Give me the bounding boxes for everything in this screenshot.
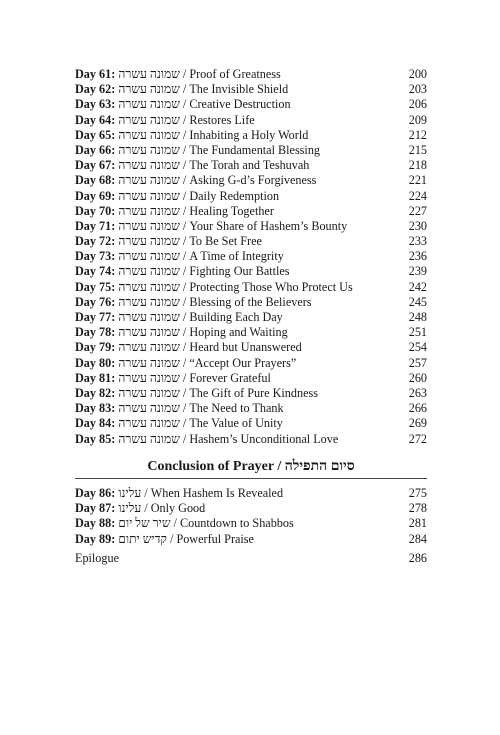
toc-entry-title: The Gift of Pure Kindness [189,385,318,400]
toc-entry-title: Asking G-d’s Forgiveness [189,173,317,188]
toc-entry-title: Forever Grateful [189,370,271,385]
toc-entry-day: Day 68: [75,173,116,188]
toc-entry-text: Day 72: שמונה עשרה / To Be Set Free [75,234,262,249]
toc-main-list [75,67,427,447]
toc-entry-hebrew: שמונה עשרה [118,249,180,264]
toc-entry-page-number: 212 [408,127,427,142]
toc-entry-title: Inhabiting a Holy World [189,127,309,142]
toc-entry-page-number: 203 [408,82,427,97]
toc-entry-day: Day 75: [75,279,116,294]
toc-entry-text: Day 74: שמונה עשרה / Fighting Our Battles [75,264,290,279]
toc-entry-day: Day 85: [75,431,116,446]
toc-entry-title: Blessing of the Believers [189,294,312,309]
toc-entry-title: A Time of Integrity [189,249,284,264]
toc-entry[interactable] [75,340,427,355]
toc-entry-text: Day 75: שמונה עשרה / Protecting Those Who Protect Us [75,279,353,294]
toc-entry-day: Day 69: [75,188,116,203]
toc-entry-text: Day 87: עלינו / Only Good [75,501,206,516]
toc-entry-title: To Be Set Free [189,234,262,249]
toc-entry-text: Day 80: שמונה עשרה / “Accept Our Prayers” [75,355,297,370]
toc-entry-title: Fighting Our Battles [189,264,290,279]
section-title-en: Conclusion of Prayer [147,459,274,474]
toc-entry-hebrew: שמונה עשרה [118,158,180,173]
toc-entry[interactable] [75,204,427,219]
toc-entry-text: Day 69: שמונה עשרה / Daily Redemption [75,188,280,203]
toc-entry-page-number: 233 [408,234,427,249]
toc-entry-text: Day 81: שמונה עשרה / Forever Grateful [75,370,271,385]
toc-entry-hebrew: שמונה עשרה [118,127,180,142]
toc-entry-hebrew: שמונה עשרה [118,234,180,249]
toc-entry-title: Proof of Greatness [189,67,281,81]
toc-entry-hebrew: עלינו [118,501,142,516]
epilogue-title: Epilogue [75,551,120,565]
toc-entry-page-number: 218 [408,158,427,173]
toc-entry[interactable] [75,113,427,128]
toc-entry-title: Heard but Unanswered [189,340,302,355]
toc-entry[interactable] [75,264,427,279]
toc-entry-hebrew: שמונה עשרה [118,188,180,203]
toc-entry[interactable] [75,386,427,401]
toc-entry-page-number: 269 [408,416,427,431]
epilogue-entry[interactable] [75,551,427,566]
toc-entry-page-number: 206 [408,97,427,112]
toc-entry-hebrew: שמונה עשרה [118,173,180,188]
toc-entry-page-number: 281 [408,516,427,531]
toc-entry-title: Hashem’s Unconditional Love [189,431,339,446]
toc-entry-hebrew: שיר של יום [118,516,171,531]
toc-entry-hebrew: שמונה עשרה [118,310,180,324]
toc-entry-page-number: 257 [408,355,427,370]
toc-entry-title: Powerful Praise [176,531,254,546]
toc-entry-text: Day 65: שמונה עשרה / Inhabiting a Holy World [75,127,309,142]
toc-entry-title: Only Good [150,501,206,516]
toc-entry-title: When Hashem Is Revealed [150,486,284,500]
toc-entry-title: Your Share of Hashem’s Bounty [189,218,348,233]
toc-entry-day: Day 87: [75,501,116,516]
toc-entry-day: Day 86: [75,486,116,500]
toc-entry-page-number: 251 [408,325,427,340]
toc-entry[interactable] [75,516,427,531]
toc-entry-hebrew: שמונה עשרה [118,142,180,157]
toc-entry-text: Day 88: שיר של יום / Countdown to Shabbos [75,516,294,531]
toc-entry[interactable] [75,486,427,501]
toc-entry-title: The Need to Thank [189,401,284,416]
toc-entry-hebrew: שמונה עשרה [118,82,180,97]
toc-entry-hebrew: שמונה עשרה [118,112,180,127]
toc-entry-hebrew: שמונה עשרה [118,67,180,81]
toc-entry[interactable] [75,219,427,234]
toc-entry-page-number: 263 [408,385,427,400]
toc-entry-day: Day 88: [75,516,116,531]
toc-entry-text: Day 62: שמונה עשרה / The Invisible Shield [75,82,289,97]
toc-entry-text: Day 84: שמונה עשרה / The Value of Unity [75,416,283,431]
toc-entry[interactable] [75,173,427,188]
toc-entry-page-number: 242 [408,279,427,294]
toc-entry[interactable] [75,249,427,264]
toc-entry-day: Day 89: [75,531,116,546]
toc-entry-day: Day 63: [75,97,116,112]
toc-entry-title: “Accept Our Prayers” [189,355,297,370]
toc-entry-text: Day 70: שמונה עשרה / Healing Together [75,203,274,218]
toc-entry-text: Day 64: שמונה עשרה / Restores Life [75,112,255,127]
toc-entry-day: Day 67: [75,158,116,173]
toc-entry-page-number: 260 [408,370,427,385]
toc-entry-hebrew: שמונה עשרה [118,340,180,355]
toc-entry-hebrew: שמונה עשרה [118,401,180,416]
section-title-he: סיום התפילה [284,459,355,474]
toc-entry-day: Day 76: [75,294,116,309]
toc-entry-hebrew: שמונה עשרה [118,370,180,385]
toc-entry-hebrew: שמונה עשרה [118,264,180,279]
toc-entry-page-number: 227 [408,203,427,218]
toc-entry-text: Day 83: שמונה עשרה / The Need to Thank [75,401,284,416]
toc-entry[interactable] [75,532,427,547]
toc-entry-page-number: 221 [408,173,427,188]
toc-entry-text: Day 63: שמונה עשרה / Creative Destruction [75,97,291,112]
toc-entry-title: Building Each Day [189,310,283,324]
toc-entry-day: Day 70: [75,203,116,218]
toc-entry-day: Day 77: [75,310,116,324]
toc-entry-text: Day 78: שמונה עשרה / Hoping and Waiting [75,325,288,340]
toc-entry[interactable] [75,158,427,173]
toc-entry-day: Day 74: [75,264,116,279]
toc-entry[interactable] [75,432,427,447]
toc-entry-page-number: 245 [408,294,427,309]
toc-entry-text: Day 61: שמונה עשרה / Proof of Greatness [75,67,281,81]
toc-entry[interactable] [75,128,427,143]
toc-entry-day: Day 83: [75,401,116,416]
toc-entry-hebrew: קדיש יתום [118,531,167,546]
toc-entry-page-number: 278 [408,501,427,516]
toc-entry-hebrew: שמונה עשרה [118,279,180,294]
toc-entry[interactable] [75,189,427,204]
toc-entry-text: Day 76: שמונה עשרה / Blessing of the Believers [75,294,312,309]
toc-entry-title: Protecting Those Who Protect Us [189,279,353,294]
toc-entry-day: Day 71: [75,218,116,233]
toc-entry-page-number: 266 [408,401,427,416]
toc-entry-page-number: 248 [408,310,427,324]
section-separator: / [273,459,285,474]
section-divider [75,478,427,479]
section-heading [75,458,427,476]
toc-entry[interactable] [75,310,427,325]
toc-entry-title: Hoping and Waiting [189,325,288,340]
toc-entry-text: Day 73: שמונה עשרה / A Time of Integrity [75,249,284,264]
toc-entry-page-number: 236 [408,249,427,264]
toc-entry-day: Day 61: [75,67,116,81]
toc-entry-text: Day 89: קדיש יתום / Powerful Praise [75,531,254,546]
toc-entry-title: Countdown to Shabbos [179,516,294,531]
toc-entry-title: The Invisible Shield [189,82,289,97]
toc-entry-day: Day 66: [75,142,116,157]
toc-entry-page-number: 200 [408,67,427,81]
toc-entry-hebrew: עלינו [118,486,142,500]
toc-entry-text: Day 66: שמונה עשרה / The Fundamental Blessing [75,142,321,157]
toc-entry-text: Day 68: שמונה עשרה / Asking G-d’s Forgiveness [75,173,317,188]
toc-entry-hebrew: שמונה עשרה [118,218,180,233]
toc-entry-day: Day 80: [75,355,116,370]
toc-entry-text: Day 79: שמונה עשרה / Heard but Unanswered [75,340,302,355]
toc-conclusion-list [75,486,427,547]
toc-entry-hebrew: שמונה עשרה [118,416,180,431]
toc-entry-hebrew: שמונה עשרה [118,203,180,218]
toc-entry-day: Day 73: [75,249,116,264]
toc-entry-hebrew: שמונה עשרה [118,294,180,309]
toc-entry-page-number: 254 [408,340,427,355]
toc-entry-text: Day 86: עלינו / When Hashem Is Revealed [75,486,284,500]
toc-entry-title: The Fundamental Blessing [189,142,321,157]
toc-entry[interactable] [75,356,427,371]
toc-entry-day: Day 64: [75,112,116,127]
toc-entry[interactable] [75,97,427,112]
toc-entry[interactable] [75,82,427,97]
toc-entry[interactable] [75,143,427,158]
toc-entry[interactable] [75,295,427,310]
toc-entry-hebrew: שמונה עשרה [118,431,180,446]
toc-entry-hebrew: שמונה עשרה [118,355,180,370]
toc-entry-hebrew: שמונה עשרה [118,385,180,400]
toc-entry-day: Day 82: [75,385,116,400]
toc-entry-title: Daily Redemption [189,188,280,203]
toc-entry-title: The Torah and Teshuvah [189,158,310,173]
toc-entry-text: Day 67: שמונה עשרה / The Torah and Teshuvah [75,158,310,173]
toc-entry-day: Day 72: [75,234,116,249]
toc-entry-title: Creative Destruction [189,97,291,112]
toc-entry-text: Day 71: שמונה עשרה / Your Share of Hashem’s Bounty [75,218,348,233]
toc-entry[interactable] [75,280,427,295]
toc-entry-day: Day 78: [75,325,116,340]
toc-entry-hebrew: שמונה עשרה [118,325,180,340]
toc-entry-page-number: 239 [408,264,427,279]
toc-entry-page-number: 209 [408,112,427,127]
toc-entry-text: Day 85: שמונה עשרה / Hashem’s Unconditional Love [75,431,339,446]
toc-entry[interactable] [75,501,427,516]
toc-entry-hebrew: שמונה עשרה [118,97,180,112]
toc-entry-page-number: 215 [408,142,427,157]
toc-entry-title: Healing Together [189,203,274,218]
toc-entry-page-number: 272 [408,431,427,446]
toc-entry-title: Restores Life [189,112,255,127]
toc-entry-text: Day 77: שמונה עשרה / Building Each Day [75,310,283,324]
toc-entry-page-number: 230 [408,218,427,233]
toc-entry-page-number: 275 [408,486,427,500]
toc-entry[interactable] [75,401,427,416]
toc-entry[interactable] [75,371,427,386]
toc-entry-day: Day 84: [75,416,116,431]
toc-entry-title: The Value of Unity [189,416,283,431]
toc-entry-page-number: 224 [408,188,427,203]
toc-entry[interactable] [75,234,427,249]
toc-entry[interactable] [75,325,427,340]
toc-entry-day: Day 62: [75,82,116,97]
epilogue-page-number: 286 [408,551,427,565]
toc-entry[interactable] [75,67,427,82]
toc-entry[interactable] [75,416,427,431]
toc-entry-day: Day 81: [75,370,116,385]
toc-entry-day: Day 79: [75,340,116,355]
toc-entry-page-number: 284 [408,531,427,546]
toc-entry-text: Day 82: שמונה עשרה / The Gift of Pure Kindness [75,385,318,400]
toc-entry-day: Day 65: [75,127,116,142]
